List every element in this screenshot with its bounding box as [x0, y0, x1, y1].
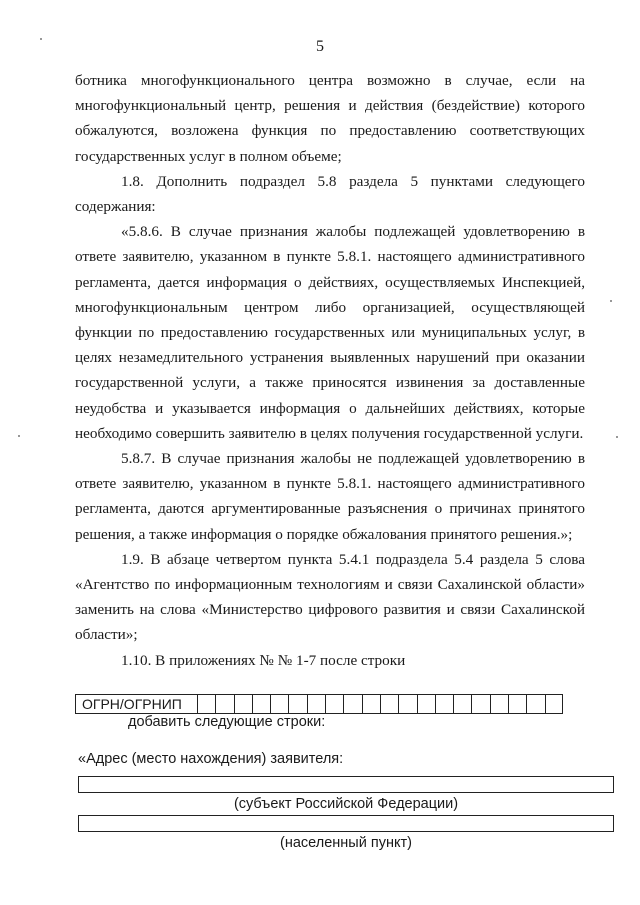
scan-speck	[610, 300, 612, 302]
ogrn-cell	[362, 694, 380, 714]
ogrn-cell	[270, 694, 288, 714]
paragraph-1-8: 1.8. Дополнить подраздел 5.8 раздела 5 пунктами следующего содержания:	[75, 172, 585, 216]
ogrn-cell	[435, 694, 453, 714]
ogrn-cell	[252, 694, 270, 714]
paragraph-5-8-7: 5.8.7. В случае признания жалобы не подлежащей удовлетворению в ответе заявителю, указанном в пункте 5.8.1. настоящего административного регламента, даются аргументированные разъяснения о причинах принятого решения, а также информация о порядке обжалования принятого решения.»;	[75, 450, 585, 543]
ogrn-cell	[398, 694, 416, 714]
ogrn-cell	[197, 694, 215, 714]
subject-caption: (субъект Российской Федерации)	[233, 796, 459, 812]
ogrn-cell	[453, 694, 471, 714]
paragraph-continuation: ботника многофункционального центра возможно в случае, если на многофункциональный центр, решения и действия (бездействие) которого обжалуются, возложена функция по предоставлению соответствующих государственных услуг в полном объеме;	[75, 72, 585, 165]
scan-speck	[40, 38, 42, 40]
page-number: 5	[316, 38, 324, 55]
scan-speck	[616, 436, 618, 438]
ogrn-cell	[490, 694, 508, 714]
ogrn-cell	[307, 694, 325, 714]
ogrn-cell	[508, 694, 526, 714]
subject-field	[78, 776, 614, 793]
ogrn-cell	[545, 694, 563, 714]
ogrn-cell	[325, 694, 343, 714]
ogrn-row	[75, 694, 563, 714]
ogrn-cell	[288, 694, 306, 714]
document-body	[75, 68, 585, 673]
scan-speck	[18, 435, 20, 437]
ogrn-label: ОГРН/ОГРНИП	[75, 694, 197, 714]
ogrn-cell	[234, 694, 252, 714]
locality-field	[78, 815, 614, 832]
ogrn-cell	[380, 694, 398, 714]
ogrn-cell	[343, 694, 361, 714]
paragraph-1-9: 1.9. В абзаце четвертом пункта 5.4.1 подраздела 5.4 раздела 5 слова «Агентство по информационным технологиям и связи Сахалинской области» заменить на слова «Министерство цифрового развития и связи Сахалинской области»;	[75, 550, 585, 644]
locality-caption: (населенный пункт)	[280, 835, 412, 851]
ogrn-cell	[526, 694, 544, 714]
ogrn-cell	[471, 694, 489, 714]
add-lines-text: добавить следующие строки:	[128, 714, 326, 730]
ogrn-cell	[215, 694, 233, 714]
paragraph-5-8-6: «5.8.6. В случае признания жалобы подлежащей удовлетворению в ответе заявителю, указанном в пункте 5.8.1. настоящего административного регламента, дается информация о действиях, осуществляемых Инспекцией, многофункциональным центром либо организацией, осуществляющей функции по предоставлению государственных или муниципальных услуг, в целях незамедлительного устранения выявленных нарушений при оказании государственной услуги, а также приносятся извинения за доставленные неудобства и указывается информация о дальнейших действиях, которые необходимо совершить заявителю в целях получения государственной услуги.	[75, 223, 585, 442]
ogrn-cell	[417, 694, 435, 714]
address-label: «Адрес (место нахождения) заявителя:	[78, 751, 344, 767]
paragraph-1-10: 1.10. В приложениях № № 1-7 после строки	[121, 651, 406, 669]
